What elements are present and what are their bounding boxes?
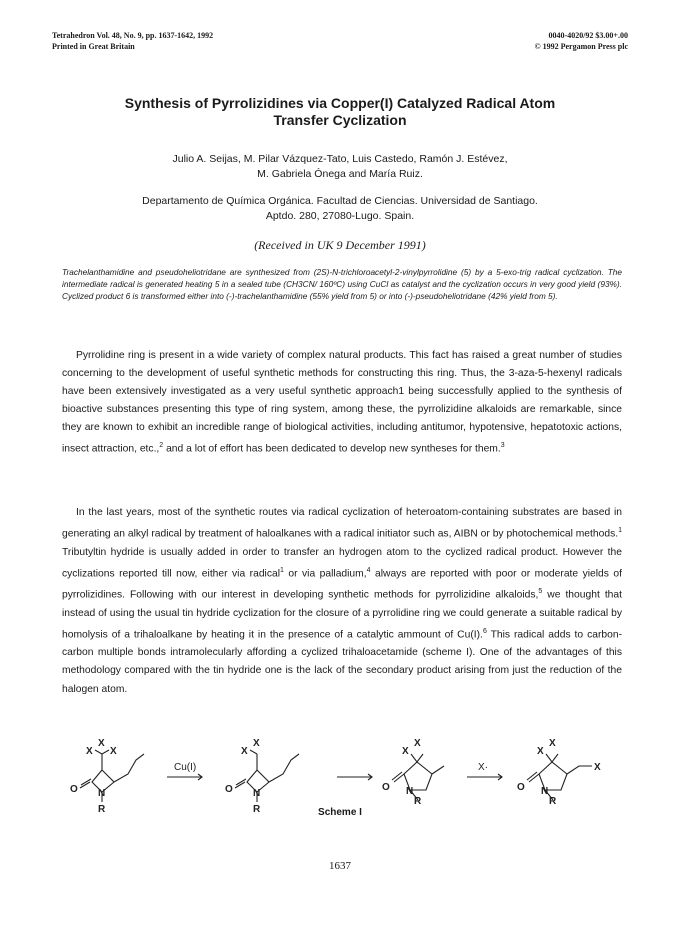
atom-n: N	[253, 788, 261, 799]
atom-x: X	[414, 738, 421, 749]
paper-title	[60, 95, 620, 129]
atom-o: O	[70, 784, 78, 795]
atom-o: O	[382, 782, 390, 793]
atom-x: X	[86, 746, 93, 757]
authors-line-2: M. Gabriela Ónega and María Ruiz.	[257, 168, 423, 180]
atom-r: R	[549, 796, 557, 807]
atom-n: N	[98, 788, 106, 799]
body-paragraph-1	[62, 347, 622, 459]
atom-o: O	[517, 782, 525, 793]
received-text: (Received in UK 9 December 1991)	[254, 238, 426, 252]
p2-text-d: always are reported with poor or moderate yields of pyrrolizidines. Following with our interest in developing synthetic methods for pyrrolizidine alkaloids,	[62, 568, 622, 601]
atom-x: X	[98, 738, 105, 749]
structure-2	[235, 750, 299, 802]
publisher-header	[535, 30, 628, 52]
author-list	[60, 152, 620, 182]
p2-ref-1a: 1	[618, 527, 622, 535]
atom-x: X	[594, 762, 601, 773]
p2-ref-6: 6	[482, 627, 487, 635]
atom-r: R	[414, 796, 422, 807]
copyright-note: © 1992 Pergamon Press plc	[534, 42, 628, 51]
structure-3	[392, 754, 444, 800]
structure-4	[527, 754, 592, 800]
atom-x: X	[241, 746, 248, 757]
affiliation-line-1: Departamento de Química Orgánica. Facultad de Ciencias. Universidad de Santiago.	[142, 195, 538, 207]
p1-text-b: and a lot of effort has been dedicated to develop new syntheses for them.	[163, 443, 501, 455]
p2-text-f: This radical adds to carbon-carbon multiple bonds intramolecularly affording a cyclized trihaloacetamide (scheme I). One of the advantages of this methodology compared with the tin hydride one is the lack of the secondary product arising from just the reduction of the halogen atom.	[62, 629, 623, 695]
scheme-caption: Scheme I	[318, 807, 362, 818]
p2-ref-5: 5	[538, 588, 543, 596]
received-date	[60, 238, 620, 253]
atom-o: O	[225, 784, 233, 795]
atom-x: X	[110, 746, 117, 757]
structure-1	[80, 750, 144, 802]
journal-header	[52, 30, 213, 52]
arrow-3	[467, 774, 502, 780]
atom-x: X	[549, 738, 556, 749]
atom-n: N	[541, 786, 549, 797]
p2-text-c: or via palladium,	[283, 568, 367, 580]
atom-r: R	[253, 804, 261, 812]
atom-r: R	[98, 804, 106, 812]
title-line-2: Transfer Cyclization	[273, 112, 407, 128]
affiliation	[60, 194, 620, 224]
atom-x: X	[253, 738, 260, 749]
atom-x: X	[537, 746, 544, 757]
p2-text-a: In the last years, most of the synthetic routes via radical cyclization of heteroatom-containing substrates are based in generating an alkyl radical by treatment of haloalkanes with a radical initiator such as, AIBN or by photochemical methods.	[62, 507, 622, 540]
reagent-x-radical: X·	[478, 762, 488, 773]
affiliation-line-2: Aptdo. 280, 27080-Lugo. Spain.	[265, 210, 415, 222]
abstract: Trachelanthamidine and pseudoheliotridane are synthesized from (2S)-N-trichloroacetyl-2-vinylpyrrolidine (5) by a 5-exo-trig radical cyclization. The intermediate radical is generated heating 5 in a sealed tube (CH3CN/ 160ºC) using CuCl as catalyst and the cyclization occurs in very good yield (93%). Cyclized product 6 is transformed either into (-)-trachelanthamidine (55% yield from 5) or into (-)-pseudoheliotridane (42% yield from 5).	[62, 267, 622, 301]
scheme-1-diagram	[62, 732, 622, 812]
p2-ref-4: 4	[366, 566, 371, 574]
p1-ref-2: 2	[159, 442, 164, 450]
arrow-1	[167, 774, 202, 780]
arrow-2	[337, 774, 372, 780]
reagent-cu: Cu(I)	[174, 762, 197, 773]
atom-n: N	[406, 786, 414, 797]
p1-text-a: Pyrrolidine ring is present in a wide variety of complex natural products. This fact has raised a great number of studies concerning to the development of useful synthetic methods for constructing this ring. Thus, the 3-aza-5-hexenyl radicals have been extensively investigated as a very useful synthetic approach1 being successfully applied to the synthesis of bioactive substances presenting this type of ring system, among these, the pyrrolizidine alkaloids are remarkable, since they are known to exhibit an incredible range of biological activities, including antitumor, hypotensive, hepatotoxic actions, insect attraction, etc.,	[62, 350, 622, 455]
p2-ref-1b: 1	[280, 566, 284, 574]
page-number: 1637	[329, 860, 351, 872]
body-paragraph-2	[62, 504, 622, 699]
issn-code: 0040-4020/92 $3.00+.00	[548, 31, 628, 40]
p2-text-b: Tributyltin hydride is usually added in order to transfer an hydrogen atom to the cyclized radical product. However the cyclizations reported till now, either via radical	[62, 546, 622, 580]
title-line-1: Synthesis of Pyrrolizidines via Copper(I) Catalyzed Radical Atom	[124, 95, 556, 111]
atom-x: X	[402, 746, 409, 757]
p2-text-e: we thought that instead of using the usual tin hydride cyclization for the closure of a pyrrolidine ring we could generate a suitable radical by homolysis of a trihaloalkane by heating it in the presence of a catalytic ammount of Cu(I).	[62, 589, 622, 641]
authors-line-1: Julio A. Seijas, M. Pilar Vázquez-Tato, Luis Castedo, Ramón J. Estévez,	[172, 153, 508, 165]
journal-citation: Tetrahedron Vol. 48, No. 9, pp. 1637-1642, 1992	[52, 31, 214, 40]
p1-ref-3: 3	[500, 442, 505, 450]
printed-note: Printed in Great Britain	[52, 42, 135, 51]
